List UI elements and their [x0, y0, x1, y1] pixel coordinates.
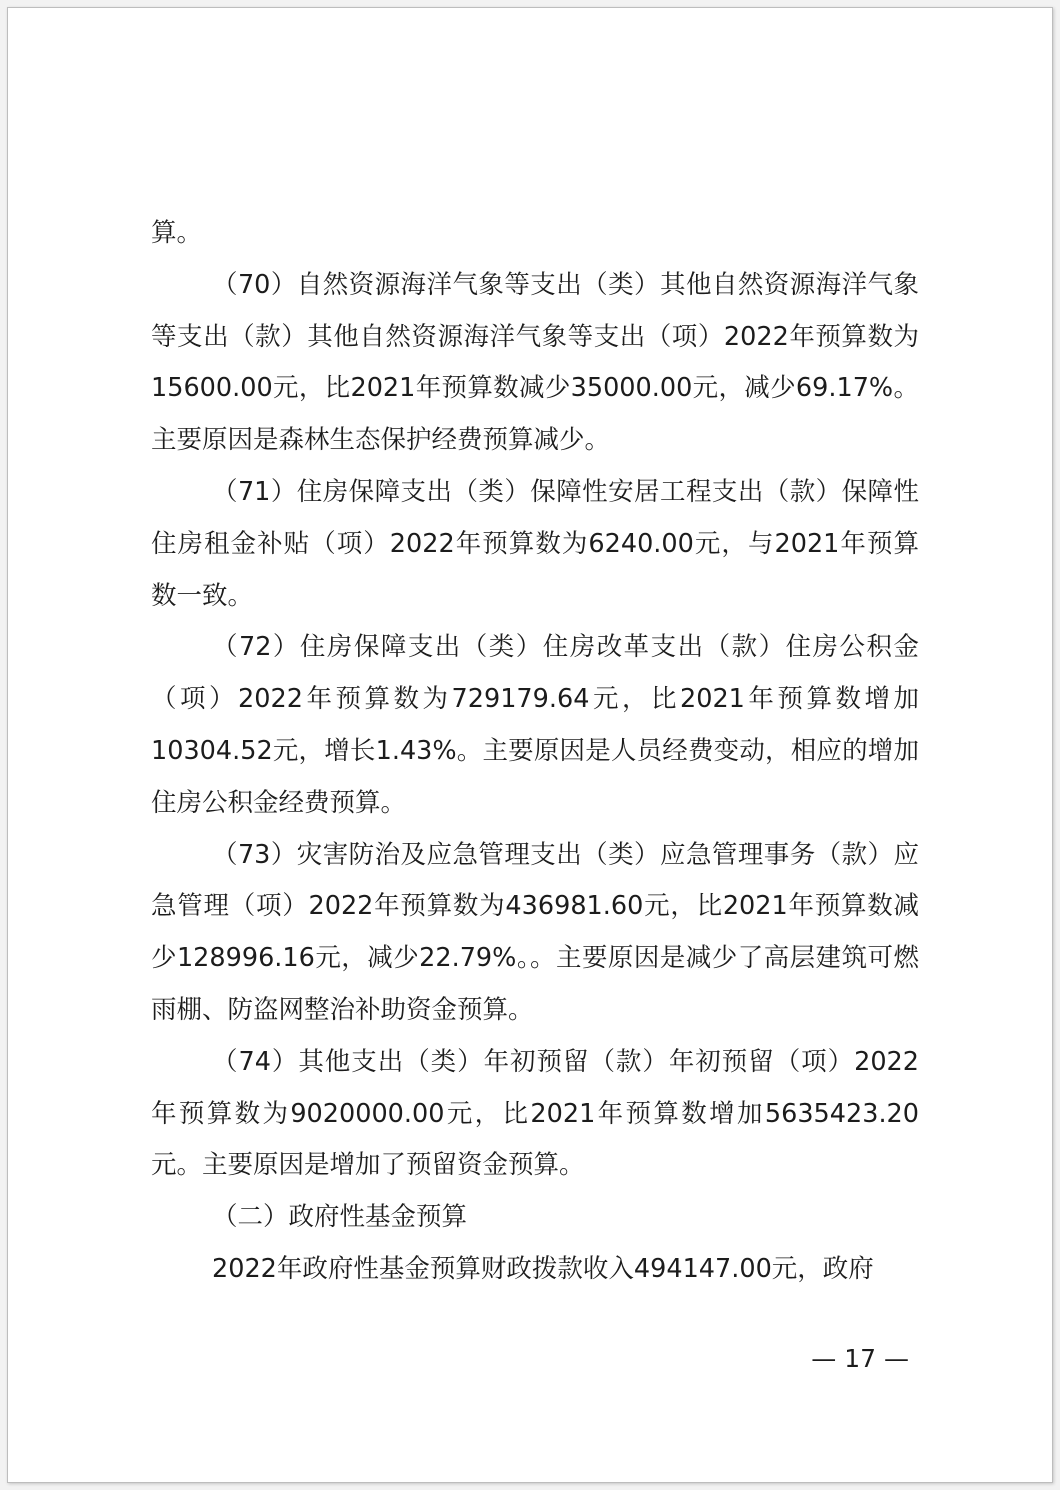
section-heading: （二）政府性基金预算 — [212, 1202, 468, 1233]
paragraph-72: （72）住房保障支出（类）住房改革支出（款）住房公积金（项）2022年预算数为729179.64元，比2021年预算数增加10304.52元，增长1.43%。主要原因是人员经费变动，相应的增加住房公积金经费预算。 — [151, 632, 919, 818]
paragraph-70: （70）自然资源海洋气象等支出（类）其他自然资源海洋气象等支出（款）其他自然资源海洋气象等支出（项）2022年预算数为15600.00元，比2021年预算数减少35000.00元，减少69.17%。主要原因是森林生态保护经费预算减少。 — [151, 269, 919, 456]
continuation-text: 算。 — [151, 218, 203, 248]
paragraph-fund-budget: 2022年政府性基金预算财政拨款收入494147.00元，政府 — [212, 1253, 874, 1284]
paragraph-73: （73）灾害防治及应急管理支出（类）应急管理事务（款）应急管理（项）2022年预算数为436981.60元，比2021年预算数减少128996.16元，减少22.79%。。主要原因是减少了高层建筑可燃雨棚、防盗网整治补助资金预算。 — [151, 839, 919, 1025]
paragraph-71: （71）住房保障支出（类）保障性安居工程支出（款）保障性住房租金补贴（项）2022年预算数为6240.00元，与2021年预算数一致。 — [151, 476, 919, 611]
paragraph-74: （74）其他支出（类）年初预留（款）年初预留（项）2022年预算数为9020000.00元，比2021年预算数增加5635423.20元。主要原因是增加了预留资金预算。 — [151, 1046, 919, 1181]
document-page — [7, 7, 1053, 1483]
page-body — [151, 208, 919, 1296]
page-number: — 17 — — [811, 1344, 909, 1373]
